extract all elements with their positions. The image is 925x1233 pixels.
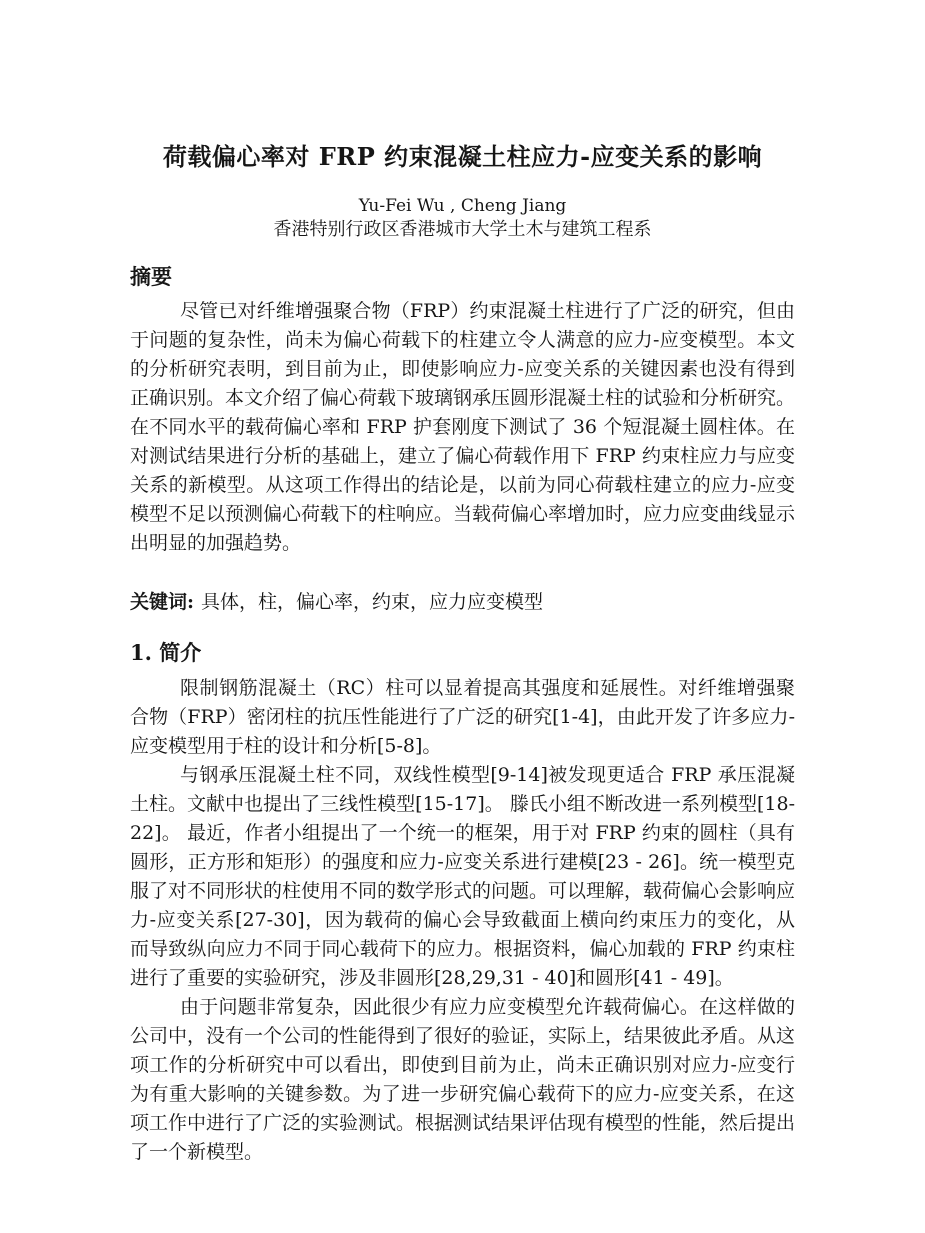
- paper-title: 荷载偏心率对 FRP 约束混凝土柱应力-应变关系的影响: [162, 142, 763, 171]
- abstract-heading: 摘要: [130, 264, 172, 289]
- affiliation-line: 香港特别行政区香港城市大学土木与建筑工程系: [273, 219, 652, 240]
- keywords-text: 具体，柱，偏心率，约束，应力应变模型: [201, 591, 544, 613]
- keywords-label: 关键词:: [130, 591, 195, 613]
- introduction-paragraph-2: 与钢承压混凝土柱不同，双线性模型[9-14]被发现更适合 FRP 承压混凝土柱。文献中也提出了三线性模型[15-17]。 滕氏小组不断改进一系列模型[18-22]。 最近，作者小组提出了一个统一的框架，用于对 FRP 约束的圆柱（具有圆形，正方形和矩形）的强度和应力-应变关系进行建模[23 - 26]。统一模型克服了对不同形状的柱使用不同的数学形式的问题。可以理解，载荷偏心会影响应力-应变关系[27-30]，因为载荷的偏心会导致截面上横向约束压力的变化，从而导致纵向应力不同于同心载荷下的应力。根据资料，偏心加载的 FRP 约束柱进行了重要的实验研究，涉及非圆形[28,29,31 - 40]和圆形[41 - 49]。: [130, 764, 796, 989]
- introduction-paragraph-1: 限制钢筋混凝土（RC）柱可以显着提高其强度和延展性。对纤维增强聚合物（FRP）密闭柱的抗压性能进行了广泛的研究[1-4]，由此开发了许多应力-应变模型用于柱的设计和分析[5-8]。: [130, 677, 795, 757]
- keywords-line: [130, 588, 795, 617]
- introduction-heading: 1. 简介: [130, 640, 202, 665]
- introduction-paragraph-3: 由于问题非常复杂，因此很少有应力应变模型允许载荷偏心。在这样做的公司中，没有一个公司的性能得到了很好的验证，实际上，结果彼此矛盾。从这项工作的分析研究中可以看出，即使到目前为止，尚未正确识别对应力-应变行为有重大影响的关键参数。为了进一步研究偏心载荷下的应力-应变关系，在这项工作中进行了广泛的实验测试。根据测试结果评估现有模型的性能，然后提出了一个新模型。: [130, 996, 796, 1163]
- authors-line: Yu-Fei Wu , Cheng Jiang: [358, 196, 567, 216]
- abstract-paragraph: 尽管已对纤维增强聚合物（FRP）约束混凝土柱进行了广泛的研究，但由于问题的复杂性，尚未为偏心荷载下的柱建立令人满意的应力-应变模型。本文的分析研究表明，到目前为止，即使影响应力-应变关系的关键因素也没有得到正确识别。本文介绍了偏心荷载下玻璃钢承压圆形混凝土柱的试验和分析研究。在不同水平的载荷偏心率和 FRP 护套刚度下测试了 36 个短混凝土圆柱体。在对测试结果进行分析的基础上，建立了偏心荷载作用下 FRP 约束柱应力与应变关系的新模型。从这项工作得出的结论是，以前为同心荷载柱建立的应力-应变模型不足以预测偏心荷载下的柱响应。当载荷偏心率增加时，应力应变曲线显示出明显的加强趋势。: [130, 300, 796, 554]
